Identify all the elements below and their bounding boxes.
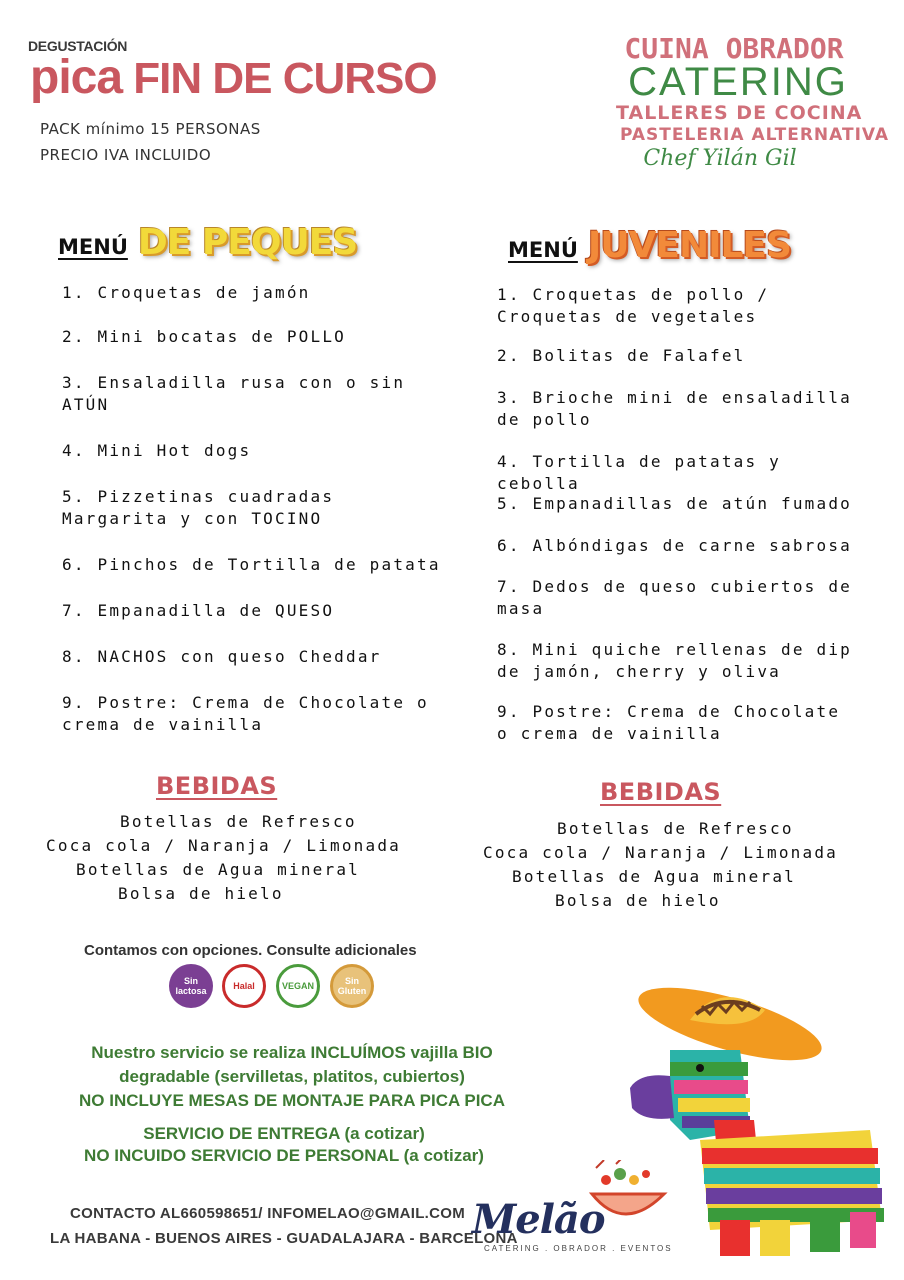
vegan-icon: VEGAN [276, 964, 320, 1008]
brand-line-3: TALLERES DE COCINA [616, 102, 863, 124]
bebidas-line: Botellas de Refresco [557, 819, 794, 838]
brand-line-1: CUINA OBRADOR [624, 32, 844, 65]
menu-juveniles-accent: JUVENILES [587, 225, 791, 266]
price-line: PRECIO IVA INCLUIDO [40, 146, 212, 164]
service-line-2: degradable (servilletas, platitos, cubiertos) [119, 1067, 465, 1086]
menu-word: MENÚ [58, 235, 128, 259]
logo-tagline: CATERING . OBRADOR . EVENTOS [484, 1244, 673, 1253]
bebidas-line: Coca cola / Naranja / Limonada [46, 836, 401, 855]
list-item: 3. Brioche mini de ensaladilla de pollo [497, 388, 852, 429]
logo-name: Melão [472, 1196, 605, 1243]
pack-line: PACK mínimo 15 PERSONAS [40, 120, 261, 138]
menu-peques-accent: DE PEQUES [137, 222, 358, 263]
brand-line-4: PASTELERIA ALTERNATIVA [620, 125, 890, 145]
brand-signature: Chef Yilán Gil [643, 146, 797, 171]
service-line-3: NO INCLUYE MESAS DE MONTAJE PARA PICA PICA [79, 1091, 505, 1110]
header-kicker: DEGUSTACIÓN [28, 38, 128, 54]
cities-line: LA HABANA - BUENOS AIRES - GUADALAJARA - BARCELONA [50, 1230, 518, 1247]
menu-juveniles-heading [508, 225, 791, 266]
list-item: 4. Tortilla de patatas y cebolla [497, 452, 781, 493]
service-line-5: NO INCUIDO SERVICIO DE PERSONAL (a cotizar) [84, 1146, 484, 1165]
sin-gluten-icon: Sin Gluten [330, 964, 374, 1008]
bebidas-line: Botellas de Agua mineral [512, 867, 796, 886]
list-item: 3. Ensaladilla rusa con o sin ATÚN [62, 373, 406, 414]
menu-peques-heading [58, 222, 357, 263]
menu-word: MENÚ [508, 238, 578, 262]
bebidas-title: BEBIDAS [600, 778, 722, 806]
title-main: FIN DE CURSO [133, 54, 437, 103]
bebidas-line: Bolsa de hielo [555, 891, 721, 910]
bebidas-title: BEBIDAS [156, 772, 278, 800]
list-item: 1. Croquetas de pollo / Croquetas de vegetales [497, 285, 770, 326]
list-item: 1. Croquetas de jamón [62, 283, 311, 302]
list-item: 4. Mini Hot dogs [62, 441, 252, 460]
page-title [30, 50, 437, 105]
pinata-illustration-icon [630, 980, 890, 1260]
title-pica: pica [30, 51, 123, 104]
brand-line-2: CATERING [628, 60, 848, 104]
halal-icon: Halal [222, 964, 266, 1008]
list-item: 8. Mini quiche rellenas de dip de jamón, cherry y oliva [497, 640, 852, 681]
list-item: 5. Empanadillas de atún fumado [497, 494, 852, 513]
service-line-1: Nuestro servicio se realiza INCLUÍMOS vajilla BIO [91, 1043, 493, 1062]
list-item: 7. Empanadilla de QUESO [62, 601, 335, 620]
sin-lactosa-icon: Sin lactosa [169, 964, 213, 1008]
contact-line: CONTACTO AL660598651/ INFOMELAO@GMAIL.COM [70, 1205, 466, 1222]
bebidas-line: Botellas de Agua mineral [76, 860, 360, 879]
bebidas-line: Bolsa de hielo [118, 884, 284, 903]
list-item: 6. Albóndigas de carne sabrosa [497, 536, 852, 555]
bebidas-line: Botellas de Refresco [120, 812, 357, 831]
list-item: 2. Mini bocatas de POLLO [62, 327, 346, 346]
bebidas-line: Coca cola / Naranja / Limonada [483, 843, 838, 862]
list-item: 9. Postre: Crema de Chocolate o crema de vainilla [62, 693, 429, 734]
options-text: Contamos con opciones. Consulte adicionales [84, 942, 417, 959]
list-item: 9. Postre: Crema de Chocolate o crema de vainilla [497, 702, 841, 743]
list-item: 7. Dedos de queso cubiertos de masa [497, 577, 852, 618]
list-item: 6. Pinchos de Tortilla de patata [62, 555, 441, 574]
service-line-4: SERVICIO DE ENTREGA (a cotizar) [143, 1124, 425, 1143]
list-item: 5. Pizzetinas cuadradas Margarita y con TOCINO [62, 487, 335, 528]
list-item: 2. Bolitas de Falafel [497, 346, 746, 365]
list-item: 8. NACHOS con queso Cheddar [62, 647, 382, 666]
